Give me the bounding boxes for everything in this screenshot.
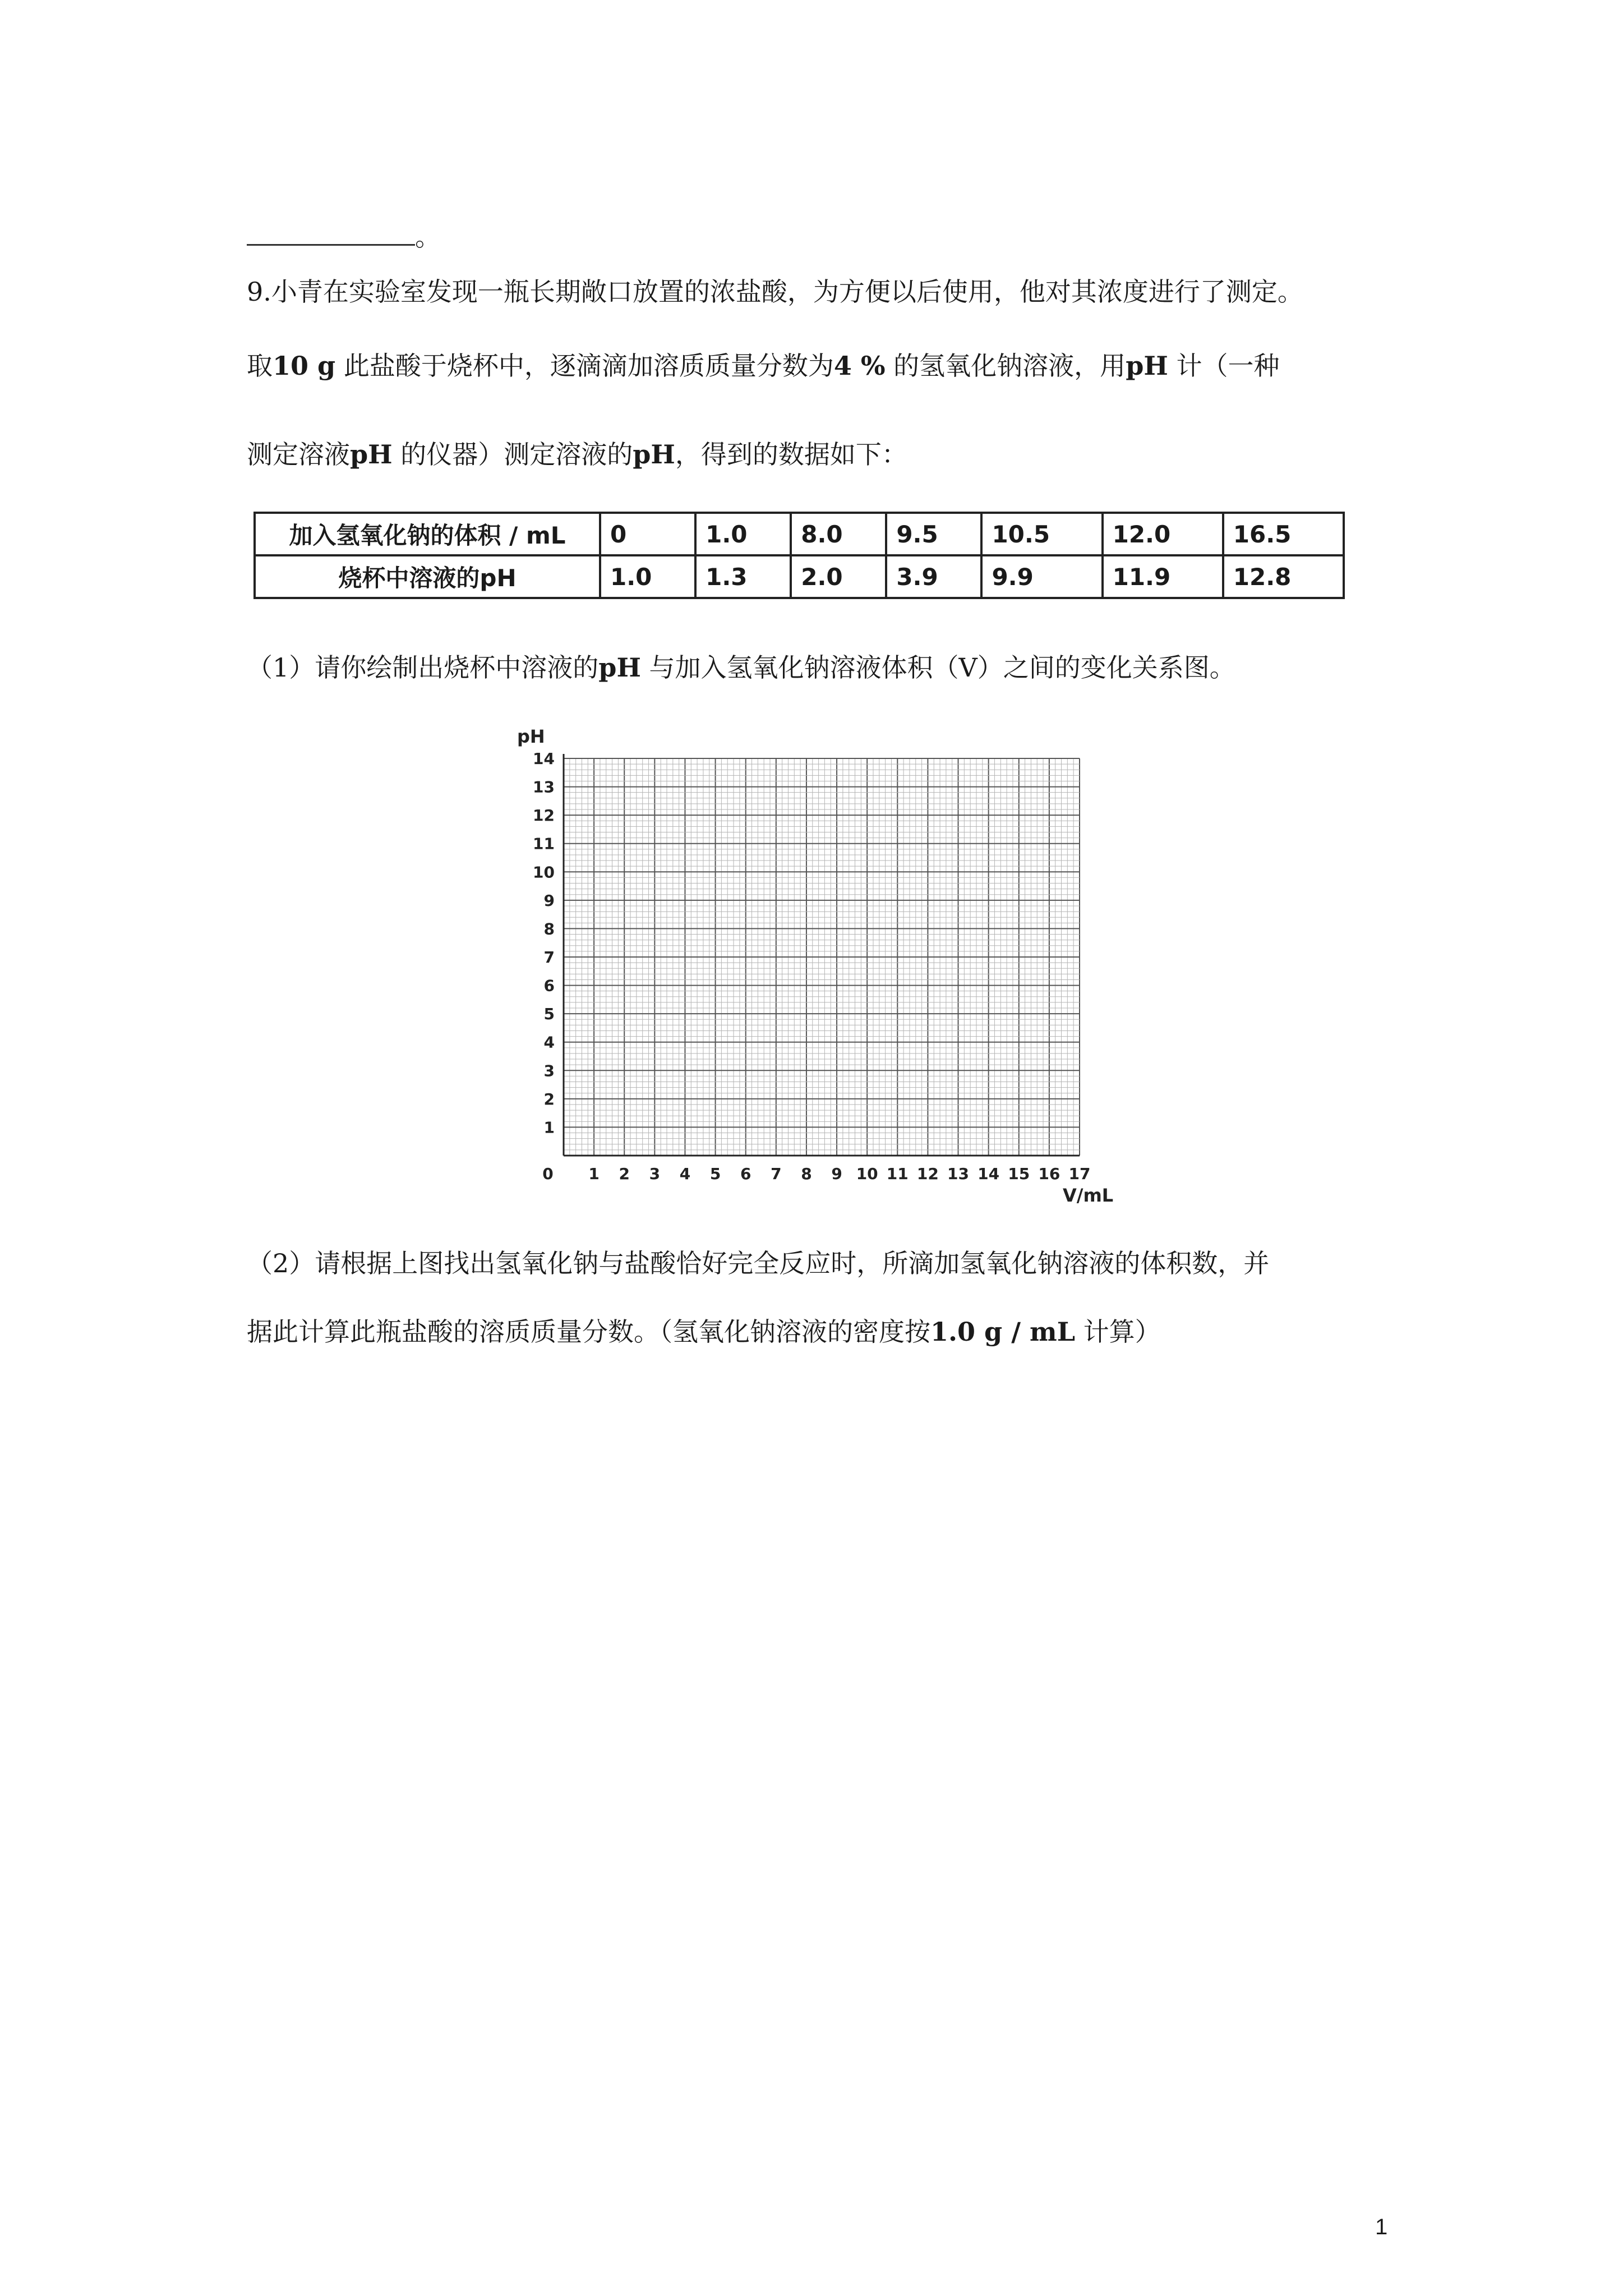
question-line-1: 9.小青在实验室发现一瓶长期敞口放置的浓盐酸，为方便以后使用，他对其浓度进行了测定。: [247, 277, 1303, 307]
x-tick-label: 7: [771, 1165, 782, 1183]
table-header-volume: 加入氢氧化钠的体积 / mL: [255, 513, 600, 555]
x-tick-label: 12: [916, 1165, 939, 1183]
x-tick-label: 15: [1008, 1165, 1030, 1183]
x-tick-label: 6: [740, 1165, 751, 1183]
table-cell: 12.8: [1223, 555, 1344, 598]
x-tick-label: 5: [709, 1165, 721, 1183]
y-tick-label: 1: [543, 1118, 555, 1137]
table-header-ph: 烧杯中溶液的pH: [255, 555, 600, 598]
table-cell: 3.9: [886, 555, 981, 598]
answer-blank-line[interactable]: [247, 222, 415, 246]
table-cell: 16.5: [1223, 513, 1344, 555]
x-tick-label: 17: [1068, 1165, 1091, 1183]
x-tick-label: 14: [978, 1165, 1000, 1183]
table-cell: 0: [600, 513, 695, 555]
x-axis-label: V/mL: [1063, 1185, 1114, 1206]
y-tick-label: 9: [543, 891, 555, 910]
table-cell: 11.9: [1103, 555, 1223, 598]
y-tick-label: 4: [543, 1033, 555, 1052]
x-tick-label: 16: [1038, 1165, 1061, 1183]
data-table: [253, 512, 1345, 599]
part2-line-2: 据此计算此瓶盐酸的溶质质量分数。（氢氧化钠溶液的密度按1.0 g / mL 计算）: [247, 1317, 1161, 1347]
y-tick-label: 3: [543, 1061, 555, 1080]
x-tick-label: 3: [649, 1165, 661, 1183]
y-tick-label: 5: [543, 1005, 555, 1024]
table-row-volume: [255, 513, 1344, 555]
question-line-2: 取10 g 此盐酸于烧杯中，逐滴滴加溶质质量分数为4 % 的氢氧化钠溶液，用pH 计（一种: [247, 351, 1280, 381]
question-number: 9.: [247, 277, 271, 307]
y-tick-label: 2: [543, 1089, 555, 1108]
table-row-ph: [255, 555, 1344, 598]
table-cell: 1.0: [600, 555, 695, 598]
x-tick-label: 11: [886, 1165, 909, 1183]
x-tick-label: 4: [679, 1165, 691, 1183]
x-tick-label: 2: [619, 1165, 630, 1183]
y-tick-label: 7: [543, 948, 555, 967]
ph-graph-paper[interactable]: [494, 719, 1138, 1213]
x-tick-label: 0: [542, 1165, 554, 1183]
x-tick-label: 10: [856, 1165, 878, 1183]
table-cell: 12.0: [1103, 513, 1223, 555]
y-tick-label: 13: [533, 777, 555, 797]
y-tick-label: 8: [543, 919, 555, 938]
part1-prompt: （1）请你绘制出烧杯中溶液的pH 与加入氢氧化钠溶液体积（V）之间的变化关系图。: [247, 652, 1235, 683]
table-cell: 9.5: [886, 513, 981, 555]
y-axis-label: pH: [517, 726, 545, 747]
x-tick-label: 1: [588, 1165, 600, 1183]
y-tick-label: 14: [533, 749, 555, 768]
y-tick-label: 10: [533, 863, 555, 882]
x-tick-label: 13: [947, 1165, 970, 1183]
table-cell: 2.0: [791, 555, 886, 598]
previous-answer-blank: 。: [247, 220, 441, 254]
part2-line-1: （2）请根据上图找出氢氧化钠与盐酸恰好完全反应时，所滴加氢氧化钠溶液的体积数，并: [247, 1248, 1270, 1278]
table-cell: 10.5: [981, 513, 1102, 555]
y-tick-label: 12: [533, 806, 555, 825]
table-cell: 1.3: [695, 555, 791, 598]
y-tick-label: 11: [533, 834, 555, 853]
question-line-3: 测定溶液pH 的仪器）测定溶液的pH，得到的数据如下：: [247, 439, 907, 470]
x-tick-label: 9: [831, 1165, 842, 1183]
table-cell: 9.9: [981, 555, 1102, 598]
table-cell: 1.0: [695, 513, 791, 555]
table-cell: 8.0: [791, 513, 886, 555]
y-tick-label: 6: [543, 976, 555, 995]
page-number: 1: [1375, 2215, 1388, 2239]
x-tick-label: 8: [801, 1165, 812, 1183]
